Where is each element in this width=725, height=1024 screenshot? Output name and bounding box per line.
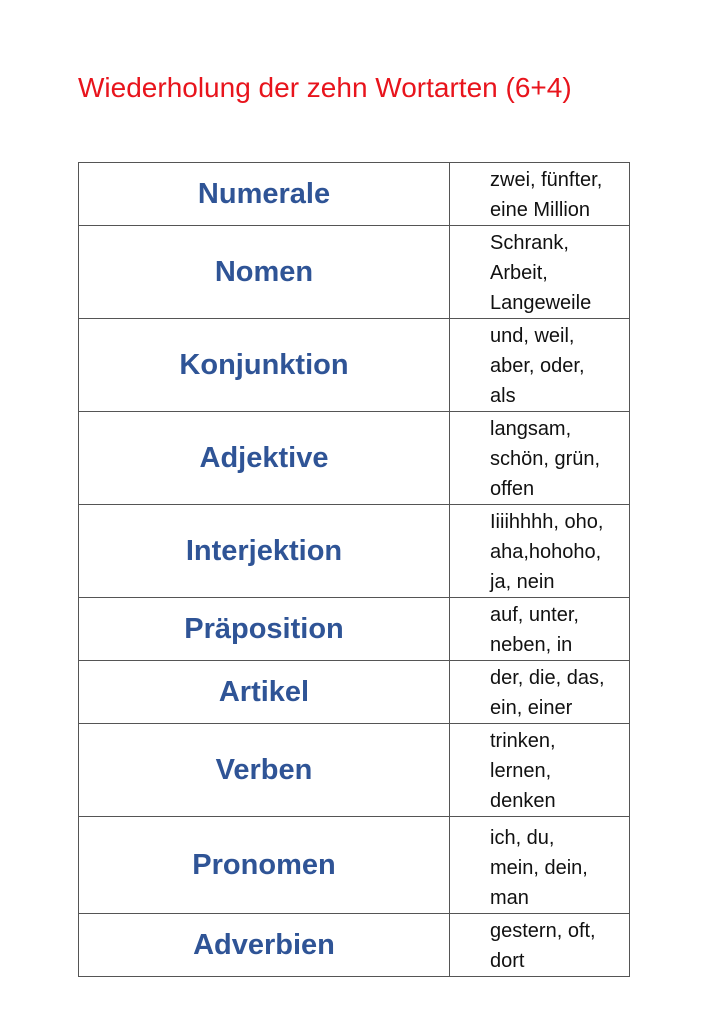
table-row: [79, 817, 630, 914]
example-line: lernen,: [490, 760, 552, 782]
term-nomen: Nomen: [79, 226, 450, 319]
examples-cell: [450, 914, 630, 977]
examples-cell: [450, 505, 630, 598]
example-line: schön, grün,: [490, 448, 601, 470]
table-row: [79, 661, 630, 724]
example-line: ja, nein: [490, 571, 555, 593]
example-line: offen: [490, 478, 535, 500]
term-adverbien: Adverbien: [79, 914, 450, 977]
example-line: als: [490, 385, 516, 407]
examples-cell: [450, 226, 630, 319]
term-artikel: Artikel: [79, 661, 450, 724]
table-row: [79, 163, 630, 226]
term-pronomen: Pronomen: [79, 817, 450, 914]
example-line: gestern, oft,: [490, 920, 596, 942]
term-numerale: Numerale: [79, 163, 450, 226]
example-line: der, die, das,: [490, 667, 605, 689]
examples-cell: [450, 817, 630, 914]
example-line: trinken,: [490, 730, 556, 752]
example-line: Iiiihhhh, oho,: [490, 511, 604, 533]
example-line: und, weil,: [490, 325, 575, 347]
example-line: denken: [490, 790, 556, 812]
term-praeposition: Präposition: [79, 598, 450, 661]
example-line: man: [490, 887, 529, 909]
example-line: Langeweile: [490, 292, 592, 314]
term-adjektive: Adjektive: [79, 412, 450, 505]
examples-cell: [450, 724, 630, 817]
examples-cell: [450, 319, 630, 412]
term-interjektion: Interjektion: [79, 505, 450, 598]
example-line: langsam,: [490, 418, 572, 440]
example-line: ich, du,: [490, 827, 555, 849]
example-line: Arbeit,: [490, 262, 548, 284]
example-line: zwei, fünfter,: [490, 169, 603, 191]
table-row: [79, 412, 630, 505]
table-row: [79, 598, 630, 661]
example-line: aha,hohoho,: [490, 541, 602, 563]
example-line: aber, oder,: [490, 355, 585, 377]
examples-cell: [450, 661, 630, 724]
example-line: neben, in: [490, 634, 573, 656]
example-line: dort: [490, 950, 525, 972]
term-konjunktion: Konjunktion: [79, 319, 450, 412]
page-title: Wiederholung der zehn Wortarten (6+4): [78, 72, 572, 103]
example-line: auf, unter,: [490, 604, 579, 626]
examples-cell: [450, 163, 630, 226]
wortarten-table: [78, 162, 630, 977]
example-line: Schrank,: [490, 232, 569, 254]
table-row: [79, 505, 630, 598]
table-row: [79, 319, 630, 412]
example-line: eine Million: [490, 199, 591, 221]
table-row: [79, 914, 630, 977]
term-verben: Verben: [79, 724, 450, 817]
examples-cell: [450, 598, 630, 661]
examples-cell: [450, 412, 630, 505]
example-line: mein, dein,: [490, 857, 588, 879]
table-row: [79, 226, 630, 319]
example-line: ein, einer: [490, 697, 573, 719]
table-row: [79, 724, 630, 817]
